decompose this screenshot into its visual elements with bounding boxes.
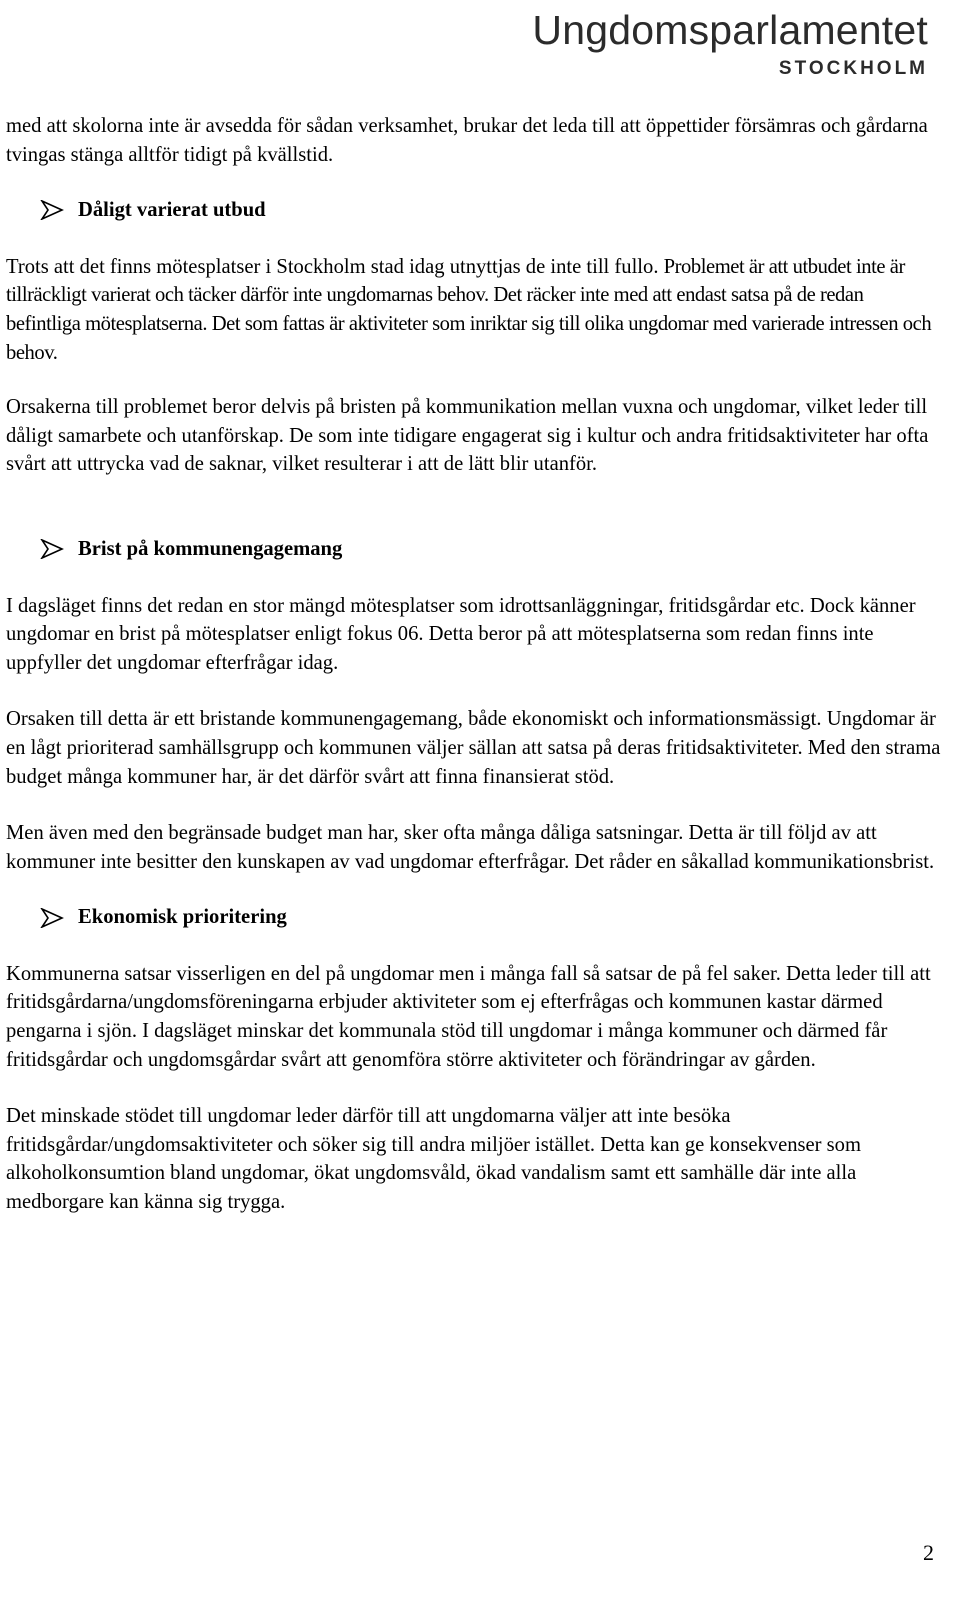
arrow-bullet-icon [40, 539, 64, 559]
paragraph-5: Men även med den begränsade budget man har, sker ofta många dåliga satsningar. Detta är till följd av att kommuner inte besitter den kunskapen av vad ungdomar efterfrågar. Det råder en såkallad kommunikationsbrist. [6, 822, 935, 873]
paragraph-7: Det minskade stödet till ungdomar leder därför till att ungdomarna väljer att inte besöka fritidsgårdar/ungdomsaktiviteter och söker sig till andra miljöer istället. Detta kan ge konsekvenser som alkoholkonsumtion bland ungdomar, ökat ungdomsvåld, ökad vandalism samt ett samhälle där inte alla medborgare kan känna sig trygga. [6, 1105, 861, 1214]
paragraph-6: Kommunerna satsar visserligen en del på ungdomar men i många fall så satsar de på fel saker. Detta leder till att fritidsgårdarna/ungdomsföreningarna erbjuder aktiviteter som ej efterfrågas och kommunen kastar därmed pengarna i sjön. I dagsläget minskar det kommunala stöd till ungdomar i många kommuner och därmed får fritidsgårdar och ungdomsgårdar svårt att genomföra större aktiviteter och förändringar av gården. [6, 962, 931, 1071]
paragraph-1 [6, 253, 941, 367]
arrow-bullet-icon [40, 908, 64, 928]
heading-text: Dåligt varierat utbud [78, 199, 266, 222]
paragraph-intro: med att skolorna inte är avsedda för sådan verksamhet, brukar det leda till att öppettider försämras och gårdarna tvingas stänga alltför tidigt på kvällstid. [6, 115, 928, 166]
heading-ekonomisk-prioritering [6, 903, 941, 932]
page-number: 2 [923, 1540, 934, 1565]
heading-daligt-varierat-utbud [6, 196, 941, 225]
logo-subtitle: STOCKHOLM [778, 58, 928, 79]
arrow-bullet-icon [40, 200, 64, 220]
heading-text: Brist på kommunengagemang [78, 537, 343, 560]
heading-brist-pa-kommunengagemang [6, 535, 941, 564]
paragraph-1-a: Trots att det finns mötesplatser i Stockholm stad idag utnyttjas de inte till fullo. [6, 255, 659, 278]
document-body [6, 112, 941, 1217]
paragraph-4: Orsaken till detta är ett bristande kommunengagemang, både ekonomiskt och informationsmässigt. Ungdomar är en lågt prioriterad samhällsgrupp och kommunen väljer sällan att satsa på deras fritidsaktiviteter. Med den strama budget många kommuner har, är det därför svårt att finna finansierat stöd. [6, 708, 941, 788]
logo [532, 4, 928, 80]
paragraph-3: I dagsläget finns det redan en stor mängd mötesplatser som idrottsanläggningar, fritidsgårdar etc. Dock känner ungdomar en brist på mötesplatser enligt fokus 06. Detta beror på att mötesplatserna som redan finns inte uppfyller det ungdomar efterfrågar idag. [6, 594, 916, 674]
heading-text: Ekonomisk prioritering [78, 906, 287, 929]
paragraph-1-b: Problemet är att utbudet inte är tillräckligt varierat och täcker därför inte ungdomarnas behov. Det räcker inte med att endast satsa på de redan befintliga mötesplatserna. Det som fattas är aktiviteter som inriktar sig till olika ungdomar med varierade intressen och behov. [6, 255, 932, 364]
paragraph-2: Orsakerna till problemet beror delvis på bristen på kommunikation mellan vuxna och ungdomar, vilket leder till dåligt samarbete och utanförskap. De som inte tidigare engagerat sig i kultur och andra fritidsaktiviteter har ofta svårt att uttrycka vad de saknar, vilket resulterar i att de lätt blir utanför. [6, 396, 929, 476]
logo-title: Ungdomsparlamentet [532, 7, 928, 53]
